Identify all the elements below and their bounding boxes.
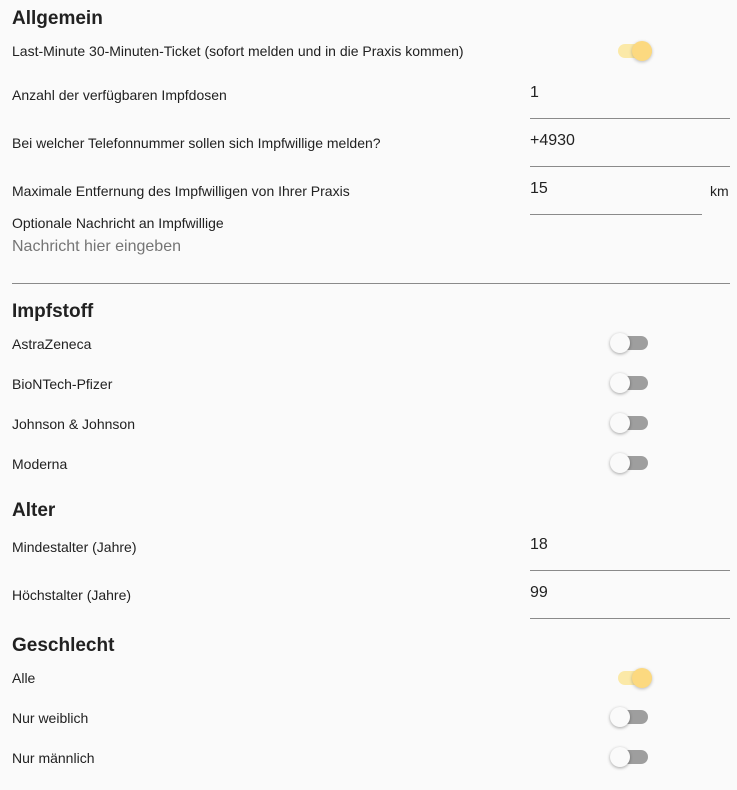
toggle-thumb	[610, 747, 630, 767]
toggle-thumb	[610, 453, 630, 473]
vaccine-toggle-astrazeneca[interactable]	[610, 331, 650, 355]
section-heading-allgemein: Allgemein	[12, 8, 103, 29]
toggle-thumb	[632, 41, 652, 61]
max-age-label: Höchstalter (Jahre)	[12, 587, 132, 603]
phone-input[interactable]	[530, 132, 730, 150]
gender-label-maennlich: Nur männlich	[12, 750, 95, 766]
max-age-input[interactable]	[530, 584, 730, 602]
min-age-input[interactable]	[530, 536, 730, 554]
doses-label: Anzahl der verfügbaren Impfdosen	[12, 87, 227, 103]
phone-label: Bei welcher Telefonnummer sollen sich Impfwillige melden?	[12, 135, 381, 151]
vaccine-toggle-biontech[interactable]	[610, 371, 650, 395]
doses-field	[530, 70, 730, 119]
toggle-thumb	[610, 707, 630, 727]
gender-label-weiblich: Nur weiblich	[12, 710, 89, 726]
distance-unit: km	[710, 183, 729, 199]
section-heading-alter: Alter	[12, 500, 56, 521]
gender-toggle-alle[interactable]	[614, 666, 654, 690]
gender-toggle-weiblich[interactable]	[610, 705, 650, 729]
vaccine-label-biontech: BioNTech-Pfizer	[12, 376, 113, 392]
vaccine-label-moderna: Moderna	[12, 456, 68, 472]
toggle-thumb	[632, 668, 652, 688]
distance-label: Maximale Entfernung des Impfwilligen von Ihrer Praxis	[12, 183, 350, 199]
doses-input[interactable]	[530, 84, 730, 102]
vaccine-toggle-johnson[interactable]	[610, 411, 650, 435]
phone-field	[530, 118, 730, 167]
max-age-field	[530, 570, 730, 619]
min-age-label: Mindestalter (Jahre)	[12, 539, 137, 555]
message-label: Optionale Nachricht an Impfwillige	[12, 215, 224, 231]
toggle-thumb	[610, 373, 630, 393]
vaccine-label-johnson: Johnson & Johnson	[12, 416, 135, 432]
message-input[interactable]	[12, 238, 730, 284]
toggle-thumb	[610, 333, 630, 353]
distance-field	[530, 166, 702, 215]
ticket-toggle[interactable]	[614, 39, 654, 63]
vaccine-label-astrazeneca: AstraZeneca	[12, 336, 92, 352]
toggle-thumb	[610, 413, 630, 433]
min-age-field	[530, 522, 730, 571]
section-heading-impfstoff: Impfstoff	[12, 301, 94, 322]
vaccine-toggle-moderna[interactable]	[610, 451, 650, 475]
gender-toggle-maennlich[interactable]	[610, 745, 650, 769]
gender-label-alle: Alle	[12, 670, 36, 686]
ticket-label: Last-Minute 30-Minuten-Ticket (sofort melden und in die Praxis kommen)	[12, 43, 464, 59]
distance-input[interactable]	[530, 180, 702, 198]
section-heading-geschlecht: Geschlecht	[12, 635, 115, 656]
